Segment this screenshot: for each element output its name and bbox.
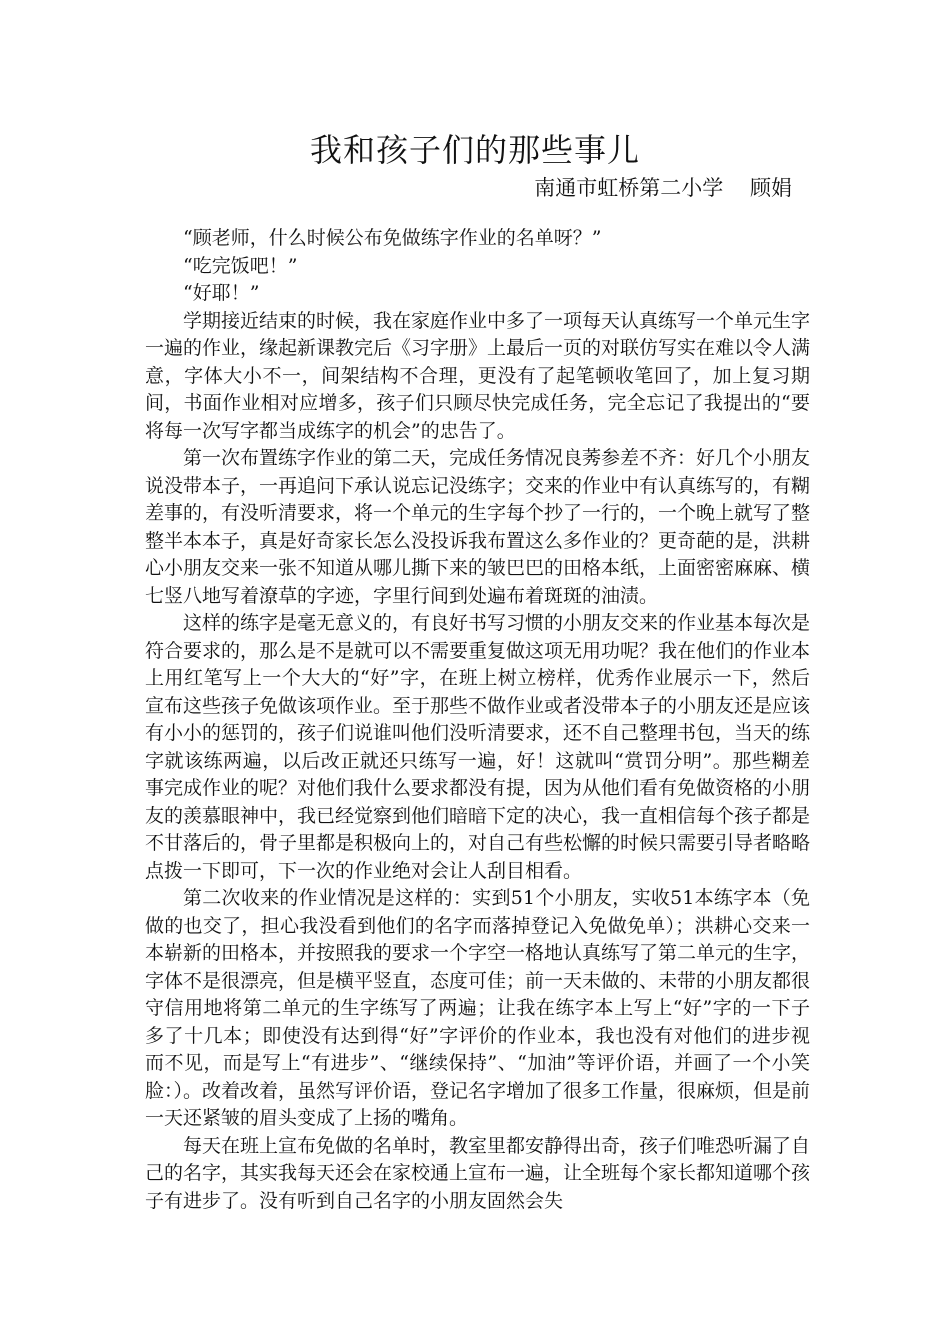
paragraph: 学期接近结束的时候，我在家庭作业中多了一项每天认真练写一个单元生字一遍的作业，缘起新课教完后《习字册》上最后一页的对联仿写实在难以令人满意，字体大小不一，间架结构不合理，更没有了起笔顿收笔回了，加上复习期间，书面作业相对应增多，孩子们只顾尽快完成任务，完全忘记了我提出的“要将每一次写字都当成练字的机会”的忠告了。 bbox=[145, 309, 811, 442]
paragraph: 这样的练字是毫无意义的，有良好书写习惯的小朋友交来的作业基本每次是符合要求的，那么是不是就可以不需要重复做这项无用功呢？我在他们的作业本上用红笔写上一个大大的“好”字，在班上树立榜样，优秀作业展示一下，然后宣布这些孩子免做该项作业。至于那些不做作业或者没带本子的小朋友还是应该有小小的惩罚的，孩子们说谁叫他们没听清要求，还不自己整理书包，当天的练字就该练两遍，以后改正就还只练写一遍，好！这就叫“赏罚分明”。那些糊差事完成作业的呢？对他们我什么要求都没有提，因为从他们看有免做资格的小朋友的羡慕眼神中，我已经觉察到他们暗暗下定的决心，我一直相信每个孩子都是不甘落后的，骨子里都是积极向上的，对自己有些松懈的时候只需要引导者略略点拨一下即可，下一次的作业绝对会让人刮目相看。 bbox=[145, 612, 811, 882]
page-title: 我和孩子们的那些事儿 bbox=[309, 131, 640, 169]
article-body bbox=[145, 225, 810, 1215]
paragraph: 第二次收来的作业情况是这样的：实到51个小朋友，实收51本练字本（免做的也交了，担心我没看到他们的名字而落掉登记入免做免单）；洪耕心交来一本崭新的田格本，并按照我的要求一个字空一格地认真练写了第二单元的生字，字体不是很漂亮，但是横平竖直，态度可佳；前一天未做的、未带的小朋友都很守信用地将第二单元的生字练写了两遍；让我在练字本上写上“好”字的一下子多了十几本；即使没有达到得“好”字评价的作业本，我也没有对他们的进步视而不见，而是写上“有进步”、“继续保持”、“加油”等评价语，并画了一个小笑脸：）。改着改着，虽然写评价语，登记名字增加了很多工作量，很麻烦，但是前一天还紧皱的眉头变成了上扬的嘴角。 bbox=[145, 887, 811, 1129]
author-line: 南通市虹桥第二小学 顾娟 bbox=[534, 176, 792, 200]
paragraph: “好耶！” bbox=[183, 282, 260, 304]
paragraph: 第一次布置练字作业的第二天，完成任务情况良莠参差不齐：好几个小朋友说没带本子，一再追问下承认说忘记没练字；交来的作业中有认真练写的，有糊差事的，有没听清要求，将一个单元的生字每个抄了一行的，一个晚上就写了整整半本本子，真是好奇家长怎么没投诉我布置这么多作业的？更奇葩的是，洪耕心小朋友交来一张不知道从哪儿撕下来的皱巴巴的田格本纸，上面密密麻麻、横七竖八地写着潦草的字迹，字里行间到处遍布着斑斑的油渍。 bbox=[145, 447, 811, 607]
paragraph: “吃完饭吧！” bbox=[183, 254, 298, 277]
paragraph: 每天在班上宣布免做的名单时，教室里都安静得出奇，孩子们唯恐听漏了自己的名字，其实我每天还会在家校通上宣布一遍，让全班每个家长都知道哪个孩子有进步了。没有听到自己名字的小朋友固然会失 bbox=[145, 1134, 811, 1212]
paragraph: “顾老师，什么时候公布免做练字作业的名单呀？” bbox=[183, 227, 602, 249]
